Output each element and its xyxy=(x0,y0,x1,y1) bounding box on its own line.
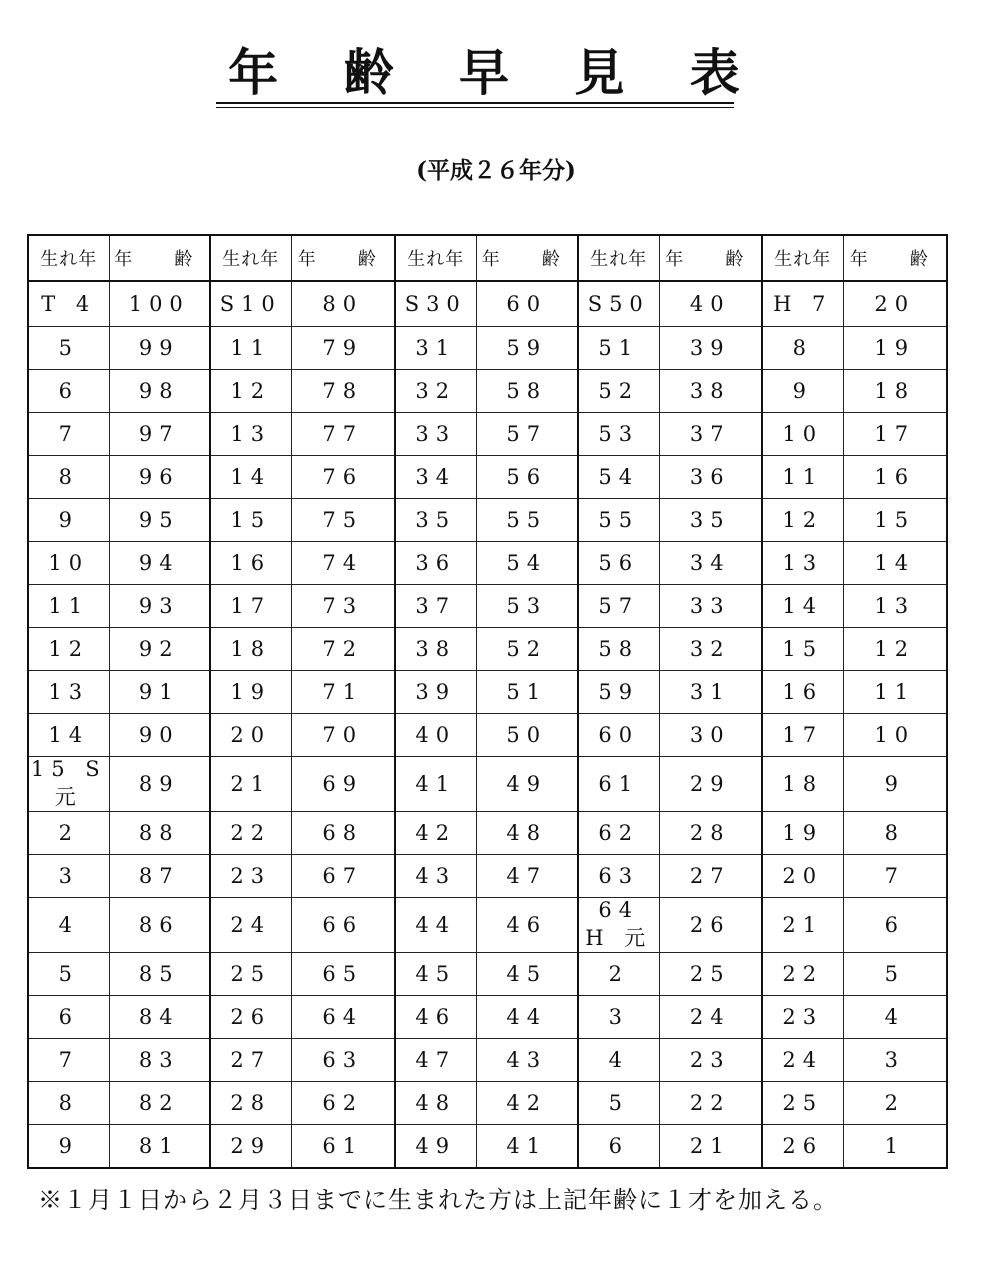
birth-year-cell: 14 xyxy=(210,456,291,499)
birth-year-cell: 55 xyxy=(578,499,659,542)
age-cell: 39 xyxy=(659,327,762,370)
age-cell: 99 xyxy=(109,327,210,370)
birth-year-cell: 36 xyxy=(395,542,476,585)
birth-year-cell: 49 xyxy=(395,1125,476,1169)
column-header-age: 年 齢 xyxy=(476,235,578,281)
birth-year-cell: 13 xyxy=(210,413,291,456)
birth-year-cell: 51 xyxy=(578,327,659,370)
table-row xyxy=(28,628,947,671)
age-cell: 88 xyxy=(109,812,210,855)
age-cell: 89 xyxy=(109,757,210,812)
age-cell: 51 xyxy=(476,671,578,714)
page-subtitle: (平成２６年分) xyxy=(416,157,576,184)
age-cell: 72 xyxy=(291,628,395,671)
age-cell: 41 xyxy=(476,1125,578,1169)
birth-year-cell: 11 xyxy=(210,327,291,370)
age-cell: 86 xyxy=(109,898,210,953)
birth-year-cell: 19 xyxy=(210,671,291,714)
age-cell: 30 xyxy=(659,714,762,757)
birth-year-cell: 59 xyxy=(578,671,659,714)
birth-year-cell: 28 xyxy=(210,1082,291,1125)
age-cell: 11 xyxy=(843,671,947,714)
age-cell: 63 xyxy=(291,1039,395,1082)
birth-year-cell: 25 xyxy=(210,953,291,996)
birth-year-cell: 29 xyxy=(210,1125,291,1169)
birth-year-cell: 8 xyxy=(762,327,843,370)
age-cell: 10 xyxy=(843,714,947,757)
birth-year-cell: 32 xyxy=(395,370,476,413)
age-cell: 55 xyxy=(476,499,578,542)
age-cell: 60 xyxy=(476,281,578,327)
age-cell: 62 xyxy=(291,1082,395,1125)
birth-year-cell: 39 xyxy=(395,671,476,714)
birth-year-cell: 43 xyxy=(395,855,476,898)
table-row xyxy=(28,413,947,456)
birth-year-cell: 9 xyxy=(28,499,109,542)
age-cell: 28 xyxy=(659,812,762,855)
birth-year-cell: 9 xyxy=(28,1125,109,1169)
birth-year-cell: 4 xyxy=(578,1039,659,1082)
age-cell: 24 xyxy=(659,996,762,1039)
age-cell: 16 xyxy=(843,456,947,499)
age-cell: 21 xyxy=(659,1125,762,1169)
birth-year-cell: 13 xyxy=(28,671,109,714)
age-cell: 31 xyxy=(659,671,762,714)
age-cell: 53 xyxy=(476,585,578,628)
birth-year-cell: 5 xyxy=(578,1082,659,1125)
age-cell: 29 xyxy=(659,757,762,812)
column-header-birth-year: 生れ年 xyxy=(210,235,291,281)
table-row xyxy=(28,812,947,855)
table-row xyxy=(28,996,947,1039)
birth-year-cell: 31 xyxy=(395,327,476,370)
birth-year-cell: 42 xyxy=(395,812,476,855)
birth-year-cell: 48 xyxy=(395,1082,476,1125)
birth-year-cell: S30 xyxy=(395,281,476,327)
birth-year-cell: 23 xyxy=(210,855,291,898)
title-underline-thin xyxy=(216,107,734,108)
age-table xyxy=(27,234,948,1169)
age-cell: 46 xyxy=(476,898,578,953)
birth-year-cell: 27 xyxy=(210,1039,291,1082)
age-cell: 14 xyxy=(843,542,947,585)
birth-year-cell: 35 xyxy=(395,499,476,542)
birth-year-cell: 4 xyxy=(28,898,109,953)
birth-year-cell: 6 xyxy=(28,370,109,413)
age-cell: 66 xyxy=(291,898,395,953)
birth-year-cell: 22 xyxy=(762,953,843,996)
age-cell: 8 xyxy=(843,812,947,855)
column-header-birth-year: 生れ年 xyxy=(395,235,476,281)
birth-year-cell: 5 xyxy=(28,953,109,996)
birth-year-cell: 8 xyxy=(28,1082,109,1125)
age-cell: 13 xyxy=(843,585,947,628)
birth-year-cell: 56 xyxy=(578,542,659,585)
birth-year-cell: 63 xyxy=(578,855,659,898)
birth-year-cell: 62 xyxy=(578,812,659,855)
birth-year-cell: H 7 xyxy=(762,281,843,327)
age-cell: 65 xyxy=(291,953,395,996)
birth-year-cell: 24 xyxy=(210,898,291,953)
table-row xyxy=(28,953,947,996)
birth-year-cell: 22 xyxy=(210,812,291,855)
age-cell: 77 xyxy=(291,413,395,456)
page-title: 年 齢 早 見 表 xyxy=(228,43,764,102)
table-row xyxy=(28,1082,947,1125)
age-cell: 26 xyxy=(659,898,762,953)
age-cell: 90 xyxy=(109,714,210,757)
age-cell: 35 xyxy=(659,499,762,542)
birth-year-cell: 5 xyxy=(28,327,109,370)
age-cell: 5 xyxy=(843,953,947,996)
birth-year-cell: 61 xyxy=(578,757,659,812)
age-cell: 68 xyxy=(291,812,395,855)
table-row xyxy=(28,370,947,413)
age-cell: 49 xyxy=(476,757,578,812)
birth-year-cell: 60 xyxy=(578,714,659,757)
table-row xyxy=(28,585,947,628)
column-header-age: 年 齢 xyxy=(109,235,210,281)
age-cell: 15 xyxy=(843,499,947,542)
birth-year-cell: 44 xyxy=(395,898,476,953)
age-cell: 23 xyxy=(659,1039,762,1082)
birth-year-cell: S50 xyxy=(578,281,659,327)
age-cell: 91 xyxy=(109,671,210,714)
age-cell: 70 xyxy=(291,714,395,757)
birth-year-cell: 2 xyxy=(28,812,109,855)
birth-year-cell: 18 xyxy=(762,757,843,812)
column-header-birth-year: 生れ年 xyxy=(28,235,109,281)
birth-year-cell: 16 xyxy=(210,542,291,585)
age-cell: 76 xyxy=(291,456,395,499)
birth-year-cell: 21 xyxy=(210,757,291,812)
birth-year-cell: 10 xyxy=(762,413,843,456)
birth-year-cell: 26 xyxy=(210,996,291,1039)
birth-year-cell: 38 xyxy=(395,628,476,671)
birth-year-cell: 11 xyxy=(762,456,843,499)
birth-year-cell: 12 xyxy=(210,370,291,413)
table-row xyxy=(28,456,947,499)
birth-year-cell: 13 xyxy=(762,542,843,585)
age-cell: 54 xyxy=(476,542,578,585)
column-header-birth-year: 生れ年 xyxy=(578,235,659,281)
age-cell: 3 xyxy=(843,1039,947,1082)
age-cell: 79 xyxy=(291,327,395,370)
birth-year-cell: 40 xyxy=(395,714,476,757)
age-cell: 67 xyxy=(291,855,395,898)
table-row xyxy=(28,898,947,953)
birth-year-cell: 54 xyxy=(578,456,659,499)
birth-year-cell: 20 xyxy=(762,855,843,898)
age-cell: 20 xyxy=(843,281,947,327)
birth-year-cell: 20 xyxy=(210,714,291,757)
age-cell: 69 xyxy=(291,757,395,812)
column-header-age: 年 齢 xyxy=(843,235,947,281)
birth-year-cell: 8 xyxy=(28,456,109,499)
age-cell: 40 xyxy=(659,281,762,327)
birth-year-cell: 47 xyxy=(395,1039,476,1082)
birth-year-cell: 16 xyxy=(762,671,843,714)
age-cell: 4 xyxy=(843,996,947,1039)
age-cell: 6 xyxy=(843,898,947,953)
birth-year-cell: 24 xyxy=(762,1039,843,1082)
birth-year-cell: 6 xyxy=(28,996,109,1039)
age-cell: 59 xyxy=(476,327,578,370)
age-cell: 92 xyxy=(109,628,210,671)
age-cell: 44 xyxy=(476,996,578,1039)
birth-year-cell: 2 xyxy=(578,953,659,996)
column-header-age: 年 齢 xyxy=(291,235,395,281)
age-cell: 27 xyxy=(659,855,762,898)
birth-year-cell: 17 xyxy=(762,714,843,757)
age-cell: 93 xyxy=(109,585,210,628)
birth-year-cell: 19 xyxy=(762,812,843,855)
birth-year-cell: 57 xyxy=(578,585,659,628)
table-row xyxy=(28,757,947,812)
age-cell: 61 xyxy=(291,1125,395,1169)
age-cell: 57 xyxy=(476,413,578,456)
birth-year-cell: 11 xyxy=(28,585,109,628)
age-cell: 36 xyxy=(659,456,762,499)
birth-year-cell: 18 xyxy=(210,628,291,671)
birth-year-cell: 52 xyxy=(578,370,659,413)
birth-year-cell: 33 xyxy=(395,413,476,456)
birth-year-cell: 23 xyxy=(762,996,843,1039)
age-cell: 42 xyxy=(476,1082,578,1125)
table-row xyxy=(28,671,947,714)
age-cell: 34 xyxy=(659,542,762,585)
age-cell: 56 xyxy=(476,456,578,499)
age-cell: 45 xyxy=(476,953,578,996)
age-cell: 19 xyxy=(843,327,947,370)
footnote: ※１月１日から２月３日までに生まれた方は上記年齢に１才を加える。 xyxy=(38,1186,838,1214)
birth-year-cell: 12 xyxy=(28,628,109,671)
age-cell: 47 xyxy=(476,855,578,898)
birth-year-cell: 21 xyxy=(762,898,843,953)
table-row xyxy=(28,1039,947,1082)
age-cell: 83 xyxy=(109,1039,210,1082)
birth-year-cell: 14 xyxy=(28,714,109,757)
birth-year-cell: 41 xyxy=(395,757,476,812)
age-cell: 64 xyxy=(291,996,395,1039)
age-cell: 84 xyxy=(109,996,210,1039)
age-cell: 75 xyxy=(291,499,395,542)
age-cell: 18 xyxy=(843,370,947,413)
birth-year-cell: S10 xyxy=(210,281,291,327)
title-underline xyxy=(216,102,734,104)
age-cell: 52 xyxy=(476,628,578,671)
age-cell: 50 xyxy=(476,714,578,757)
table-row xyxy=(28,327,947,370)
birth-year-cell: 15 xyxy=(762,628,843,671)
age-cell: 96 xyxy=(109,456,210,499)
birth-year-cell: 45 xyxy=(395,953,476,996)
table-row xyxy=(28,855,947,898)
birth-year-cell: 17 xyxy=(210,585,291,628)
birth-year-cell: 3 xyxy=(578,996,659,1039)
birth-year-cell: 58 xyxy=(578,628,659,671)
birth-year-cell: 6 xyxy=(578,1125,659,1169)
age-cell: 58 xyxy=(476,370,578,413)
table-row xyxy=(28,281,947,327)
birth-year-cell: T 4 xyxy=(28,281,109,327)
age-cell: 37 xyxy=(659,413,762,456)
birth-year-cell: 64 H 元 xyxy=(578,898,659,953)
age-cell: 82 xyxy=(109,1082,210,1125)
age-cell: 1 xyxy=(843,1125,947,1169)
table-row xyxy=(28,1125,947,1169)
age-cell: 43 xyxy=(476,1039,578,1082)
table-row xyxy=(28,499,947,542)
age-cell: 7 xyxy=(843,855,947,898)
birth-year-cell: 15 S 元 xyxy=(28,757,109,812)
age-cell: 100 xyxy=(109,281,210,327)
age-cell: 9 xyxy=(843,757,947,812)
age-cell: 22 xyxy=(659,1082,762,1125)
age-cell: 48 xyxy=(476,812,578,855)
age-cell: 78 xyxy=(291,370,395,413)
age-cell: 71 xyxy=(291,671,395,714)
column-header-age: 年 齢 xyxy=(659,235,762,281)
birth-year-cell: 34 xyxy=(395,456,476,499)
birth-year-cell: 3 xyxy=(28,855,109,898)
age-cell: 38 xyxy=(659,370,762,413)
age-cell: 95 xyxy=(109,499,210,542)
table-header-row xyxy=(28,235,947,281)
age-cell: 12 xyxy=(843,628,947,671)
birth-year-cell: 15 xyxy=(210,499,291,542)
birth-year-cell: 7 xyxy=(28,1039,109,1082)
table-row xyxy=(28,714,947,757)
age-cell: 25 xyxy=(659,953,762,996)
age-table-body xyxy=(28,281,947,1168)
age-cell: 74 xyxy=(291,542,395,585)
age-cell: 85 xyxy=(109,953,210,996)
birth-year-cell: 9 xyxy=(762,370,843,413)
age-cell: 32 xyxy=(659,628,762,671)
birth-year-cell: 46 xyxy=(395,996,476,1039)
column-header-birth-year: 生れ年 xyxy=(762,235,843,281)
age-cell: 81 xyxy=(109,1125,210,1169)
birth-year-cell: 53 xyxy=(578,413,659,456)
table-row xyxy=(28,542,947,585)
birth-year-cell: 14 xyxy=(762,585,843,628)
birth-year-cell: 7 xyxy=(28,413,109,456)
age-cell: 33 xyxy=(659,585,762,628)
age-cell: 2 xyxy=(843,1082,947,1125)
birth-year-cell: 37 xyxy=(395,585,476,628)
age-cell: 73 xyxy=(291,585,395,628)
birth-year-cell: 12 xyxy=(762,499,843,542)
birth-year-cell: 26 xyxy=(762,1125,843,1169)
age-cell: 98 xyxy=(109,370,210,413)
age-cell: 87 xyxy=(109,855,210,898)
age-cell: 97 xyxy=(109,413,210,456)
age-cell: 17 xyxy=(843,413,947,456)
age-cell: 80 xyxy=(291,281,395,327)
age-cell: 94 xyxy=(109,542,210,585)
birth-year-cell: 25 xyxy=(762,1082,843,1125)
birth-year-cell: 10 xyxy=(28,542,109,585)
